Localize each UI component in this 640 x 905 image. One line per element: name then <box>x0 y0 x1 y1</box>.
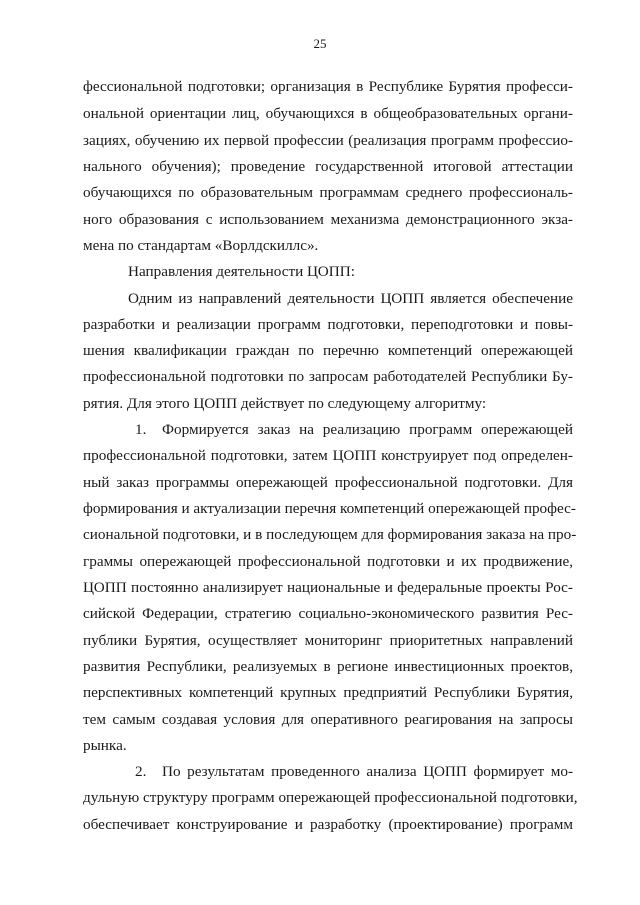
text-line: шения квалификации граждан по перечню компетенций опережающей <box>83 342 573 359</box>
text-line: развития Республики, реализуемых в регионе инвестиционных проектов, <box>83 658 573 675</box>
text-line: разработки и реализации программ подготовки, переподготовки и повы- <box>83 316 573 333</box>
text-line: зациях, обучению их первой профессии (реализация программ профессио- <box>83 132 573 149</box>
text-line: граммы опережающей профессиональной подготовки и их продвижение, <box>83 553 573 570</box>
text-line: дульную структуру программ опережающей профессиональной подготовки, <box>83 789 578 806</box>
text-line: формирования и актуализации перечня компетенций опережающей профес- <box>83 500 576 517</box>
list-marker: 2. <box>135 763 147 780</box>
text-line: ный заказ программы опережающей профессиональной подготовки. Для <box>83 474 573 491</box>
text-line: Одним из направлений деятельности ЦОПП является обеспечение <box>128 290 573 307</box>
text-line: фессиональной подготовки; организация в Республике Бурятия професси- <box>83 78 573 95</box>
text-line: рятия. Для этого ЦОПП действует по следующему алгоритму: <box>83 395 487 412</box>
text-line: ного образования с использованием механизма демонстрационного экза- <box>83 211 573 228</box>
text-line: Формируется заказ на реализацию программ опережающей <box>162 421 573 438</box>
text-line: профессиональной подготовки по запросам работодателей Республики Бу- <box>83 368 573 385</box>
text-line: нального обучения); проведение государственной итоговой аттестации <box>83 158 573 175</box>
text-line: По результатам проведенного анализа ЦОПП формирует мо- <box>162 763 573 780</box>
text-line: профессиональной подготовки, затем ЦОПП конструирует под определен- <box>83 447 573 464</box>
text-line: рынка. <box>83 737 127 754</box>
text-line: публики Бурятия, осуществляет мониторинг приоритетных направлений <box>83 632 573 649</box>
page-number: 25 <box>313 36 327 51</box>
text-line: сиональной подготовки, и в последующем для формирования заказа на про- <box>83 526 577 543</box>
text-line: перспективных компетенций крупных предприятий Республики Бурятия, <box>83 684 573 701</box>
section-heading: Направления деятельности ЦОПП: <box>128 263 355 280</box>
text-line: обучающихся по образовательным программам среднего профессиональ- <box>83 184 573 201</box>
text-line: ональной ориентации лиц, обучающихся в общеобразовательных органи- <box>83 105 573 122</box>
text-line: обеспечивает конструирование и разработку (проектирование) программ <box>83 816 573 833</box>
text-line: тем самым создавая условия для оперативного реагирования на запросы <box>83 711 573 728</box>
text-line: мена по стандартам «Ворлдскиллс». <box>83 237 319 254</box>
list-marker: 1. <box>135 421 147 438</box>
text-line: ЦОПП постоянно анализирует национальные и федеральные проекты Рос- <box>83 579 573 596</box>
text-line: сийской Федерации, стратегию социально-экономического развития Рес- <box>83 605 573 622</box>
